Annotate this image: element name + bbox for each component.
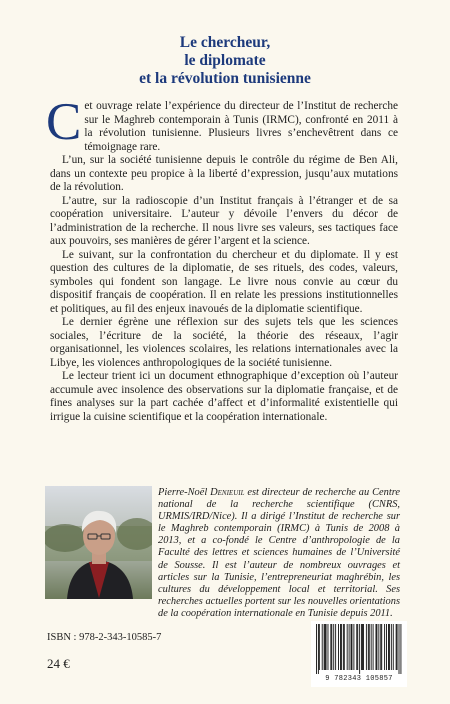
isbn: ISBN : 978-2-343-10585-7	[47, 632, 162, 643]
title-line-2: le diplomate	[184, 52, 266, 69]
book-title	[0, 34, 450, 88]
paragraph-4: Le suivant, sur la confrontation du chercheur et du diplomate. Il y est question des cultures de la diplomatie, de ses rituels, des codes, valeurs, symboles qui fondent son langage. Le livre nous convie au cœur du dispositif français de coopération. Il en relate les pressions institutionnelles et politiques, au fil des enjeux inavoués de la diplomatie scientifique.	[50, 248, 398, 315]
author-first-name: Pierre-Noël	[158, 487, 208, 498]
author-bio	[158, 487, 400, 620]
paragraph-1	[46, 93, 398, 154]
barcode-bars	[314, 624, 404, 674]
paragraph-2: L’un, sur la société tunisienne depuis le contrôle du régime de Ben Ali, dans un contexte peu propice à la liberté d’expression, jusqu’aux mutations de la révolution.	[50, 154, 398, 193]
author-bio-text: est directeur de recherche au Centre national de la recherche scientifique (CNRS, URMIS/IRD/Nice). Il a dirigé l’Institut de recherche sur le Maghreb contemporain (IRMC) à Tunis de 2008 à 2013, et a co-fondé le Centre d’anthropologie de la Faculté des lettres et sciences humaines de l’Université de Sousse. Il est l’auteur de nombreux ouvrages et articles sur la Tunisie, l’entrepreneuriat maghrébin, les cultures du développement local et territorial. Ses recherches actuelles portent sur les nouvelles orientations de la coopération internationale en Tunisie depuis 2011.	[158, 487, 400, 619]
drop-cap: C	[46, 93, 82, 151]
paragraph-1-text: et ouvrage relate l’expérience du directeur de l’Institut de recherche sur le Maghreb contemporain à Tunis (IRMC), confronté en 2011 à la révolution tunisienne. Plusieurs livres s’enchevêtrent dans ce témoignage rare.	[84, 100, 398, 153]
price: 24 €	[47, 656, 70, 671]
paragraph-3: L’autre, sur la radioscopie d’un Institut français à l’étranger et de sa coopération universitaire. L’auteur y dévoile l’envers du décor de l’administration de la recherche. Il nous livre ses valeurs, ses tactiques face aux pouvoirs, ses manières de gérer l’argent et la science.	[50, 194, 398, 247]
barcode-digits: 9 782343 105857	[325, 675, 393, 683]
paragraph-6: Le lecteur trient ici un document ethnographique d’exception où l’auteur accumule avec insolence des observations sur la diplomatie française, et de fines analyses sur la part cachée d’affect et d’informalité existentielle qui irrigue la cuisine scientifique et la coopération internationale.	[50, 370, 398, 423]
blurb	[46, 93, 398, 424]
author-photo	[45, 486, 152, 599]
paragraph-5: Le dernier égrène une réflexion sur des sujets tels que les sciences sociales, l’écriture de la société, la théorie des réseaux, l’agir organisationnel, les violences scolaires, les relations internationales avec la Libye, les violences anthropologiques de la société tunisienne.	[50, 316, 398, 369]
title-line-3: et la révolution tunisienne	[139, 70, 311, 87]
title-line-1: Le chercheur,	[179, 34, 271, 51]
author-surname: Denieuil	[210, 487, 245, 498]
barcode	[311, 621, 407, 687]
